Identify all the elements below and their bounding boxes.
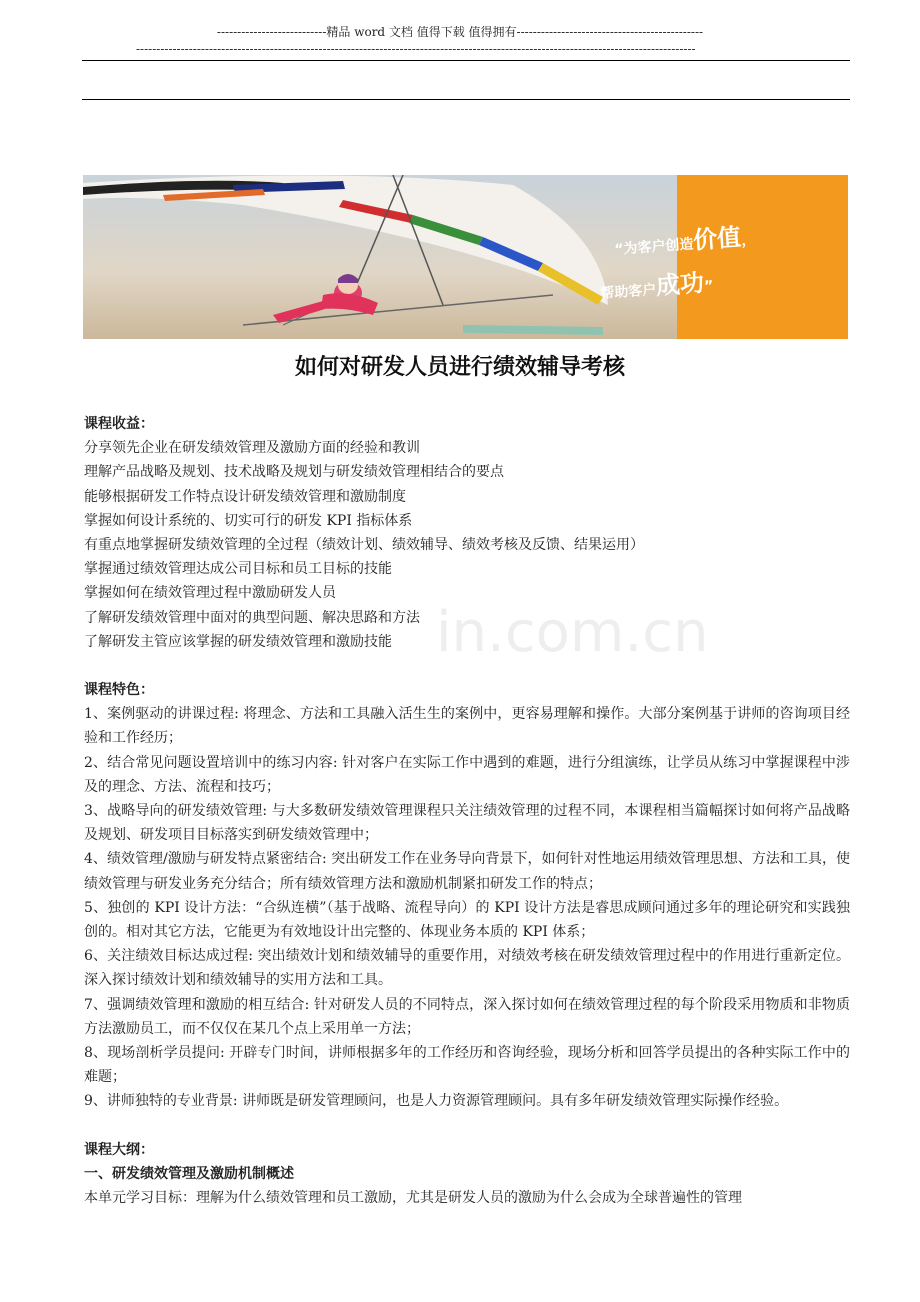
benefit-item: 了解研发绩效管理中面对的典型问题、解决思路和方法 <box>84 609 420 626</box>
benefit-item: 分享领先企业在研发绩效管理及激励方面的经验和教训 <box>84 440 420 457</box>
benefit-item: 了解研发主管应该掌握的研发绩效管理和激励技能 <box>84 633 392 650</box>
header-rule <box>82 60 850 61</box>
header-banner-text: ---------------------------精品 word 文档 值得下载 值得拥有---------------------------------------------- <box>216 25 704 39</box>
page-title: 如何对研发人员进行绩效辅导考核 <box>294 355 625 380</box>
feature-item: 3、战略导向的研发绩效管理: 与大多数研发绩效管理课程只关注绩效管理的过程不同，本课程相当篇幅探讨如何将产品战略及规划、研发项目目标落实到研发绩效管理中； <box>84 803 850 844</box>
benefit-item: 掌握如何在绩效管理过程中激励研发人员 <box>84 585 336 602</box>
slogan-highlight: 价值 <box>692 223 743 255</box>
benefit-item: 能够根据研发工作特点设计研发绩效管理和激励制度 <box>84 488 406 505</box>
watermark: in.com.cn <box>436 600 709 665</box>
slogan-text: “为客户创造 <box>613 236 695 258</box>
outline-section-title: 一、研发绩效管理及激励机制概述 <box>84 1165 294 1182</box>
benefit-item: 掌握如何设计系统的、切实可行的研发 KPI 指标体系 <box>84 512 413 529</box>
hang-glider-photo <box>83 175 677 339</box>
benefit-item: 有重点地掌握研发绩效管理的全过程（绩效计划、绩效辅导、绩效考核及反馈、结果运用） <box>84 537 644 554</box>
slogan-punctuation: ， <box>740 232 756 250</box>
feature-item: 5、独创的 KPI 设计方法：“合纵连横”（基于战略、流程导向）的 KPI 设计方法是睿思成顾问通过多年的理论研究和实践独创的。相对其它方法，它能更为有效地设计出完整的、体现业务本质的 KPI 体系； <box>84 899 850 941</box>
header-rule-bottom <box>82 99 850 100</box>
feature-item: 6、关注绩效目标达成过程: 突出绩效计划和绩效辅导的重要作用，对绩效考核在研发绩效管理过程中的作用进行重新定位。深入探讨绩效计划和绩效辅导的实用方法和工具。 <box>84 948 850 989</box>
feature-item: 2、结合常见问题设置培训中的练习内容: 针对客户在实际工作中遇到的难题，进行分组演练，让学员从练习中掌握课程中涉及的理念、方法、流程和技巧； <box>84 754 850 795</box>
banner-orange-panel <box>677 175 848 339</box>
benefit-item: 理解产品战略及规划、技术战略及规划与研发绩效管理相结合的要点 <box>84 464 504 481</box>
benefit-item: 掌握通过绩效管理达成公司目标和员工目标的技能 <box>84 561 392 578</box>
banner-image <box>83 175 848 339</box>
features-heading: 课程特色： <box>84 682 154 699</box>
feature-item: 8、现场剖析学员提问: 开辟专门时间，讲师根据多年的工作经历和咨询经验，现场分析和回答学员提出的各种实际工作中的难题； <box>84 1045 850 1086</box>
slogan-punctuation: ” <box>703 278 714 295</box>
slogan-text: 帮助客户 <box>599 282 657 302</box>
slogan-highlight: 成功 <box>655 268 705 301</box>
feature-item: 9、讲师独特的专业背景: 讲师既是研发管理顾问，也是人力资源管理顾问。具有多年研发绩效管理实际操作经验。 <box>84 1093 789 1110</box>
feature-item: 7、强调绩效管理和激励的相互结合: 针对研发人员的不同特点，深入探讨如何在绩效管理过程的每个阶段采用物质和非物质方法激励员工，而不仅仅在某几个点上采用单一方法； <box>84 996 850 1037</box>
outline-heading: 课程大纲： <box>84 1141 154 1158</box>
header-dash-line: ------------------------------------------------------------------------------------------------------------------------------------------ <box>136 42 696 56</box>
outline-section-goal: 本单元学习目标：理解为什么绩效管理和员工激励，尤其是研发人员的激励为什么会成为全球普遍性的管理 <box>84 1190 742 1207</box>
document-body <box>84 412 850 1210</box>
feature-item: 4、绩效管理/激励与研发特点紧密结合: 突出研发工作在业务导向背景下，如何针对性地运用绩效管理思想、方法和工具，使绩效管理与研发业务充分结合；所有绩效管理方法和激励机制紧扣研发工作的特点； <box>84 851 850 892</box>
feature-item: 1、案例驱动的讲课过程: 将理念、方法和工具融入活生生的案例中，更容易理解和操作。大部分案例基于讲师的咨询项目经验和工作经历； <box>84 706 850 747</box>
benefits-heading: 课程收益： <box>84 416 154 432</box>
